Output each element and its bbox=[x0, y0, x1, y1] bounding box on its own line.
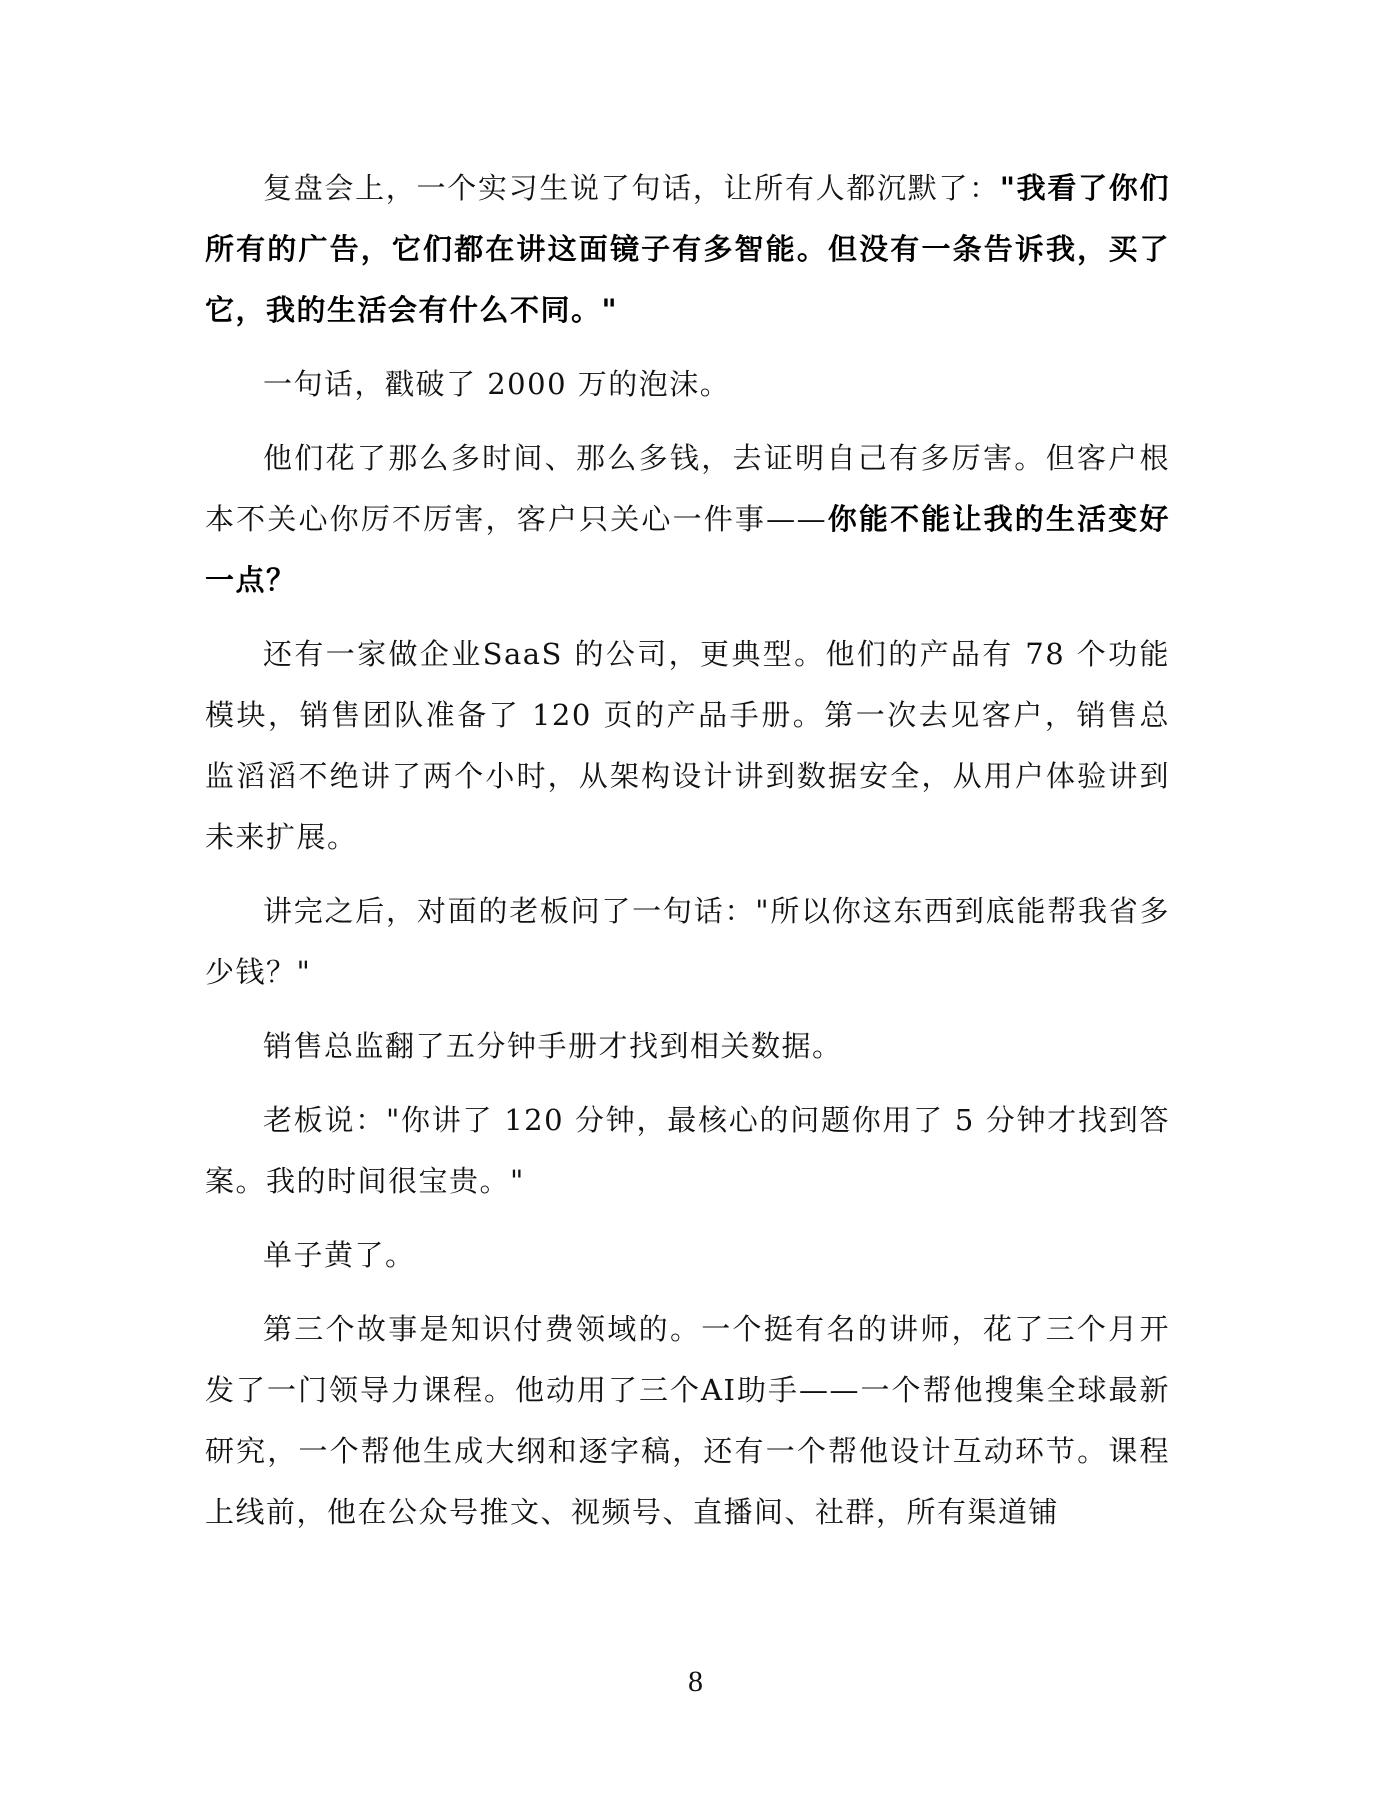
paragraph-customer-care bbox=[205, 428, 1170, 611]
paragraph-text: 他们花了那么多时间、那么多钱，去证明自己有多厉害。但客户根本不关心你厉不厉害，客户只关心一件事—— bbox=[205, 441, 1170, 536]
page-number: 8 bbox=[688, 1665, 703, 1698]
body-text bbox=[205, 158, 1170, 1556]
paragraph-text: 销售总监翻了五分钟手册才找到相关数据。 bbox=[263, 1029, 843, 1063]
paragraph-text: 老板说："你讲了 120 分钟，最核心的问题你用了 5 分钟才找到答案。我的时间很宝贵。" bbox=[205, 1103, 1170, 1198]
paragraph-text: 一句话，戳破了 2000 万的泡沫。 bbox=[263, 367, 731, 401]
bold-question: 你能不能让我的生活变好一点？ bbox=[205, 502, 1170, 597]
paragraph-saas-company bbox=[205, 624, 1170, 868]
paragraph-boss-reply bbox=[205, 1090, 1170, 1212]
bold-quote: "我看了你们所有的广告，它们都在讲这面镜子有多智能。但没有一条告诉我，买了它，我的生活会有什么不同。" bbox=[205, 171, 1170, 327]
paragraph-deal-lost bbox=[205, 1225, 1170, 1286]
paragraph-text: 还有一家做企业SaaS 的公司，更典型。他们的产品有 78 个功能模块，销售团队准备了 120 页的产品手册。第一次去见客户，销售总监滔滔不绝讲了两个小时，从架构设计讲到数据安全，从用户体验讲到未来扩展。 bbox=[205, 637, 1170, 854]
paragraph-third-story bbox=[205, 1299, 1170, 1543]
paragraph-text: 单子黄了。 bbox=[263, 1238, 416, 1272]
paragraph-bubble-burst bbox=[205, 354, 1170, 415]
paragraph-text: 第三个故事是知识付费领域的。一个挺有名的讲师，花了三个月开发了一门领导力课程。他动用了三个AI助手——一个帮他搜集全球最新研究，一个帮他生成大纲和逐字稿，还有一个帮他设计互动环节。课程上线前，他在公众号推文、视频号、直播间、社群，所有渠道铺 bbox=[205, 1312, 1170, 1529]
paragraph-text: 讲完之后，对面的老板问了一句话："所以你这东西到底能帮我省多少钱？" bbox=[205, 894, 1170, 989]
paragraph-intern-remark bbox=[205, 158, 1170, 341]
paragraph-text: 复盘会上，一个实习生说了句话，让所有人都沉默了： bbox=[263, 171, 1000, 205]
paragraph-sales-search bbox=[205, 1016, 1170, 1077]
paragraph-boss-question bbox=[205, 881, 1170, 1003]
